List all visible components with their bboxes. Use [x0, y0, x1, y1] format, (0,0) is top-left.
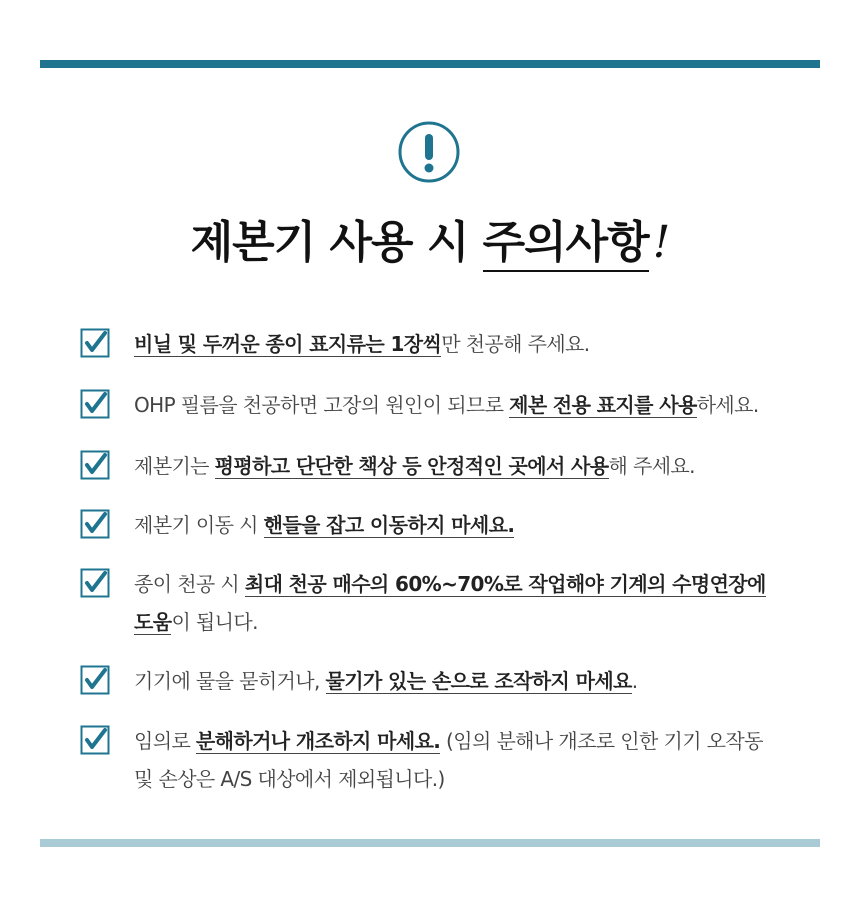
top-divider-bar [40, 60, 820, 68]
caution-item-1 [80, 325, 800, 363]
checkbox-check-icon [80, 450, 110, 480]
title-emphasis: 주의사항 [483, 217, 649, 272]
caution-lead-5: 종이 천공 시 [134, 572, 245, 596]
exclamation-circle-icon [397, 120, 461, 184]
caution-emphasis-5b: 도움 [134, 610, 172, 634]
bottom-divider-bar [40, 839, 820, 847]
caution-item-6 [80, 662, 800, 700]
title-exclamation: ! [652, 217, 670, 268]
caution-item-4 [80, 506, 800, 544]
caution-emphasis-7: 분해하거나 개조하지 마세요. [195, 729, 441, 753]
title-prefix: 제본기 사용 시 [190, 217, 483, 268]
page-title [0, 206, 860, 270]
checkbox-check-icon [80, 389, 110, 419]
caution-text-5 [134, 565, 800, 641]
caution-emphasis-3: 평평하고 단단한 책상 등 안정적인 곳에서 사용 [214, 454, 609, 478]
caution-text-4 [134, 506, 800, 544]
caution-item-3 [80, 447, 800, 485]
caution-lead-2: OHP 필름을 천공하면 고장의 원인이 되므로 [134, 393, 510, 417]
caution-text-1 [134, 325, 800, 363]
caution-emphasis-6: 물기가 있는 손으로 조작하지 마세요 [325, 669, 632, 693]
caution-item-2 [80, 386, 800, 424]
caution-text-6 [134, 662, 800, 700]
checkbox-check-icon [80, 509, 110, 539]
caution-lead-6: 기기에 물을 묻히거나, [134, 669, 326, 693]
caution-text-7 [134, 722, 800, 798]
caution-rest-1: 만 천공해 주세요. [441, 332, 590, 356]
checkbox-check-icon [80, 665, 110, 695]
caution-rest-3: 해 주세요. [608, 454, 695, 478]
caution-emphasis-5: 최대 천공 매수의 60%~70%로 작업해야 기계의 수명연장에 [244, 572, 766, 596]
caution-text-2 [134, 386, 800, 424]
caution-lead-7: 임의로 [134, 729, 196, 753]
caution-rest-7b: 및 손상은 A/S 대상에서 제외됩니다.) [134, 767, 445, 791]
caution-text-3 [134, 447, 800, 485]
caution-rest-2: 하세요. [696, 393, 759, 417]
checkbox-check-icon [80, 568, 110, 598]
caution-emphasis-4: 핸들을 잡고 이동하지 마세요. [263, 513, 515, 537]
checkbox-check-icon [80, 725, 110, 755]
caution-lead-4: 제본기 이동 시 [134, 513, 264, 537]
caution-rest-7: (임의 분해나 개조로 인한 기기 오작동 [440, 729, 763, 753]
caution-item-5 [80, 565, 800, 641]
caution-rest-5: 이 됩니다. [171, 610, 258, 634]
caution-lead-3: 제본기는 [134, 454, 215, 478]
checkbox-check-icon [80, 328, 110, 358]
caution-emphasis-2: 제본 전용 표지를 사용 [509, 393, 697, 417]
caution-rest-6: . [631, 669, 638, 693]
caution-item-7 [80, 722, 800, 798]
caution-emphasis-1: 비닐 및 두꺼운 종이 표지류는 1장씩 [134, 332, 442, 356]
